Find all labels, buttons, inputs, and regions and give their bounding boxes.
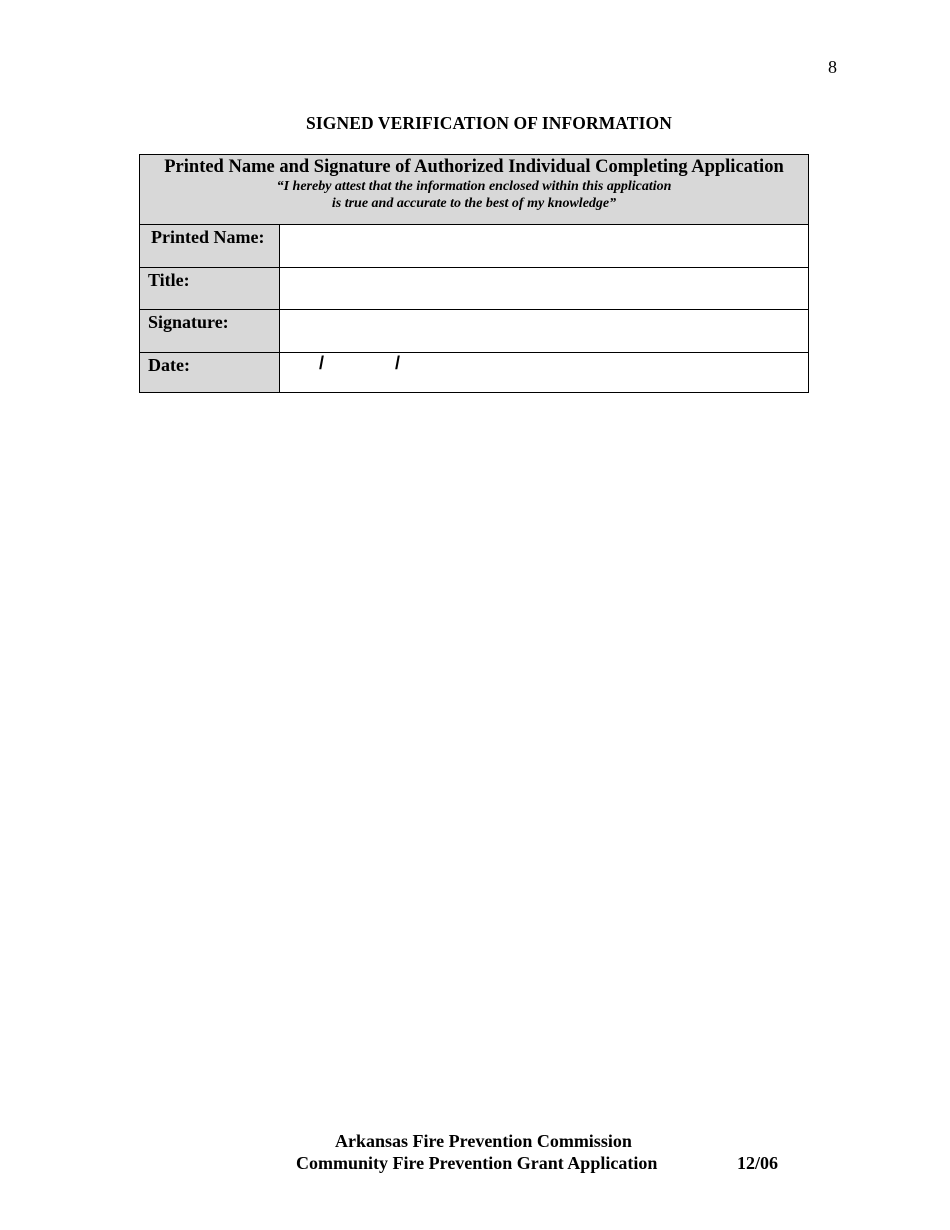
date-separator-1: /	[319, 353, 325, 373]
title-field[interactable]	[280, 268, 808, 309]
page-title: SIGNED VERIFICATION OF INFORMATION	[306, 113, 672, 133]
signature-field[interactable]	[280, 310, 808, 352]
signature-row	[140, 310, 808, 353]
date-separator-2: /	[395, 353, 401, 373]
title-label-cell	[140, 268, 280, 309]
printed-name-row	[140, 225, 808, 268]
signature-label: Signature:	[148, 312, 229, 332]
attestation-line-2: is true and accurate to the best of my knowledge”	[331, 196, 617, 211]
page-number: 8	[828, 57, 837, 77]
footer-document-name: Community Fire Prevention Grant Application	[296, 1153, 658, 1173]
title-row	[140, 268, 808, 310]
date-row	[140, 353, 808, 392]
printed-name-label: Printed Name:	[151, 227, 265, 247]
title-label: Title:	[148, 270, 190, 290]
verification-table	[139, 154, 809, 393]
signature-label-cell	[140, 310, 280, 352]
date-field[interactable]	[280, 353, 808, 392]
footer-organization: Arkansas Fire Prevention Commission	[335, 1131, 632, 1151]
printed-name-label-cell	[140, 225, 280, 267]
table-header-title: Printed Name and Signature of Authorized Individual Completing Application	[164, 157, 784, 177]
footer-revision-date: 12/06	[737, 1153, 779, 1173]
attestation-line-1: “I hereby attest that the information enclosed within this application	[276, 179, 672, 194]
printed-name-field[interactable]	[280, 225, 808, 267]
table-header	[140, 155, 808, 225]
date-label: Date:	[148, 355, 190, 375]
date-label-cell	[140, 353, 280, 392]
